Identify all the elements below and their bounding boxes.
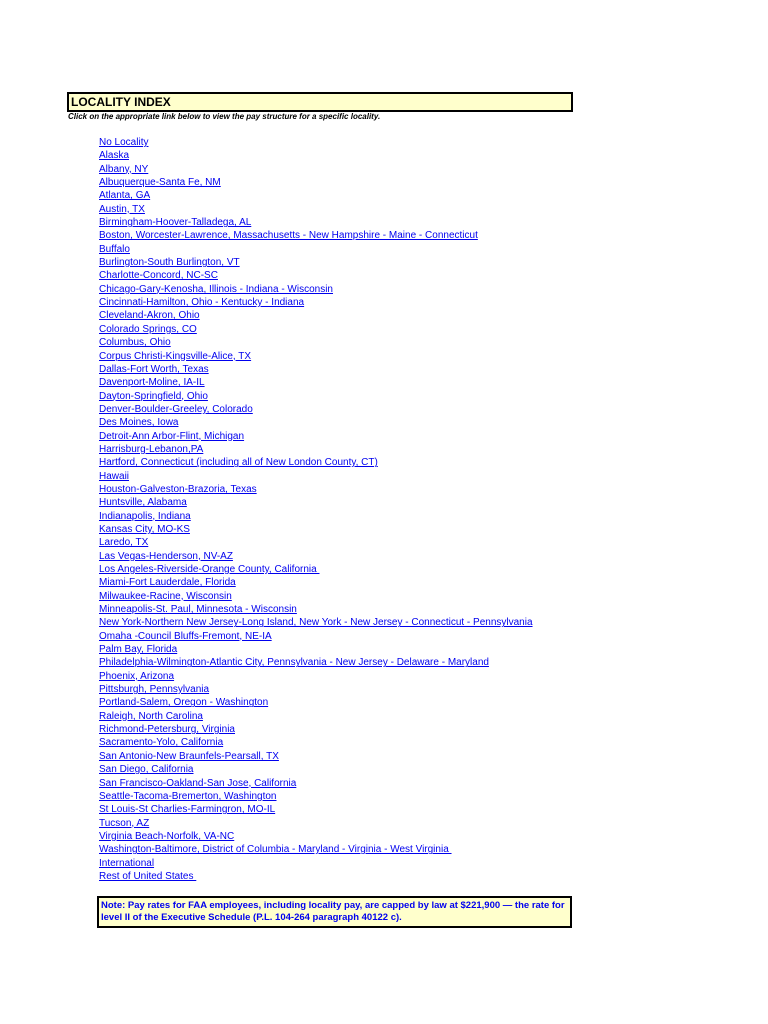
- locality-list-item: [99, 736, 533, 749]
- locality-list-item: [99, 269, 533, 282]
- locality-list-item: [99, 189, 533, 202]
- locality-list-item: [99, 630, 533, 643]
- instructions-text: Click on the appropriate link below to view the pay structure for a specific locality.: [68, 112, 381, 121]
- locality-link[interactable]: Las Vegas-Henderson, NV-AZ: [99, 550, 233, 562]
- locality-list-item: [99, 350, 533, 363]
- locality-link[interactable]: Pittsburgh, Pennsylvania: [99, 684, 210, 696]
- locality-link[interactable]: No Locality: [99, 137, 149, 148]
- locality-index-header: [67, 92, 573, 112]
- locality-link[interactable]: Denver-Boulder-Greeley, Colorado: [99, 403, 253, 415]
- locality-link[interactable]: New York-Northern New Jersey-Long Island, New York - New Jersey - Connecticut - Pennsylvania: [99, 617, 533, 629]
- locality-link[interactable]: Burlington-South Burlington, VT: [99, 257, 240, 269]
- locality-link[interactable]: Des Moines, Iowa: [99, 417, 179, 429]
- locality-link[interactable]: Sacramento-Yolo, California: [99, 737, 224, 749]
- locality-list-item: [99, 550, 533, 563]
- locality-list-item: [99, 203, 533, 216]
- locality-link[interactable]: Hawaii: [99, 470, 130, 482]
- locality-list-item: [99, 136, 533, 149]
- locality-list-item: [99, 683, 533, 696]
- locality-link[interactable]: Corpus Christi-Kingsville-Alice, TX: [99, 350, 252, 362]
- locality-link[interactable]: Milwaukee-Racine, Wisconsin: [99, 590, 232, 602]
- locality-link[interactable]: Miami-Fort Lauderdale, Florida: [99, 577, 236, 589]
- locality-link[interactable]: Charlotte-Concord, NC-SC: [99, 270, 218, 282]
- locality-list-item: [99, 149, 533, 162]
- locality-link[interactable]: San Antonio-New Braunfels-Pearsall, TX: [99, 750, 279, 762]
- locality-list-item: [99, 243, 533, 256]
- locality-list-item: [99, 523, 533, 536]
- locality-list-item: [99, 309, 533, 322]
- locality-link[interactable]: San Francisco-Oakland-San Jose, California: [99, 777, 297, 789]
- locality-link[interactable]: Hartford, Connecticut (including all of New London County, CT): [99, 457, 378, 469]
- locality-link[interactable]: Columbus, Ohio: [99, 337, 171, 349]
- locality-list-item: [99, 536, 533, 549]
- locality-list-item: [99, 616, 533, 629]
- locality-list-item: [99, 363, 533, 376]
- locality-list-item: [99, 456, 533, 469]
- locality-link[interactable]: Seattle-Tacoma-Bremerton, Washington: [99, 790, 277, 802]
- locality-list-item: [99, 430, 533, 443]
- locality-list-item: [99, 323, 533, 336]
- locality-link[interactable]: Richmond-Petersburg, Virginia: [99, 724, 235, 736]
- locality-list-item: [99, 283, 533, 296]
- locality-link[interactable]: San Diego, California: [99, 764, 194, 776]
- locality-link[interactable]: Palm Bay, Florida: [99, 644, 178, 656]
- locality-link[interactable]: Portland-Salem, Oregon - Washington: [99, 697, 269, 709]
- locality-link[interactable]: Austin, TX: [99, 203, 145, 215]
- locality-list-item: [99, 163, 533, 176]
- locality-list-item: [99, 443, 533, 456]
- locality-link[interactable]: Birmingham-Hoover-Talladega, AL: [99, 217, 252, 229]
- locality-list-item: [99, 723, 533, 736]
- locality-link[interactable]: Albuquerque-Santa Fe, NM: [99, 177, 221, 189]
- locality-link[interactable]: Boston, Worcester-Lawrence, Massachusetts - New Hampshire - Maine - Connecticut: [99, 230, 478, 242]
- locality-list-item: [99, 817, 533, 830]
- locality-link[interactable]: Laredo, TX: [99, 537, 149, 549]
- locality-link[interactable]: Raleigh, North Carolina: [99, 710, 203, 722]
- locality-list-item: [99, 643, 533, 656]
- locality-list-item: [99, 696, 533, 709]
- locality-list-item: [99, 256, 533, 269]
- locality-list-item: [99, 656, 533, 669]
- locality-link[interactable]: Detroit-Ann Arbor-Flint, Michigan: [99, 430, 245, 442]
- locality-link[interactable]: Indianapolis, Indiana: [99, 510, 191, 522]
- locality-list-item: [99, 470, 533, 483]
- locality-list-item: [99, 870, 533, 883]
- locality-list-item: [99, 403, 533, 416]
- locality-link[interactable]: Colorado Springs, CO: [99, 323, 197, 335]
- locality-list-item: [99, 176, 533, 189]
- locality-list-item: [99, 576, 533, 589]
- locality-link-list: [99, 136, 533, 883]
- locality-list-item: [99, 416, 533, 429]
- pay-cap-note: [97, 896, 572, 928]
- locality-link[interactable]: Harrisburg-Lebanon,PA: [99, 443, 204, 455]
- locality-list-item: [99, 590, 533, 603]
- locality-list-item: [99, 777, 533, 790]
- locality-link[interactable]: Atlanta, GA: [99, 190, 151, 202]
- locality-list-item: [99, 229, 533, 242]
- locality-link[interactable]: Virginia Beach-Norfolk, VA-NC: [99, 830, 235, 842]
- locality-link[interactable]: Cincinnati-Hamilton, Ohio - Kentucky - Indiana: [99, 297, 305, 309]
- locality-list-item: [99, 390, 533, 403]
- locality-link[interactable]: Albany, NY: [99, 163, 149, 175]
- locality-list-item: [99, 830, 533, 843]
- pay-cap-note-text: Note: Pay rates for FAA employees, including locality pay, are capped by law at $221,900 — the rate for level II of the Executive Schedule (P.L. 104-264 paragraph 40122 c).: [101, 900, 565, 923]
- locality-list-item: [99, 216, 533, 229]
- locality-link[interactable]: Huntsville, Alabama: [99, 497, 187, 509]
- locality-list-item: [99, 843, 533, 856]
- locality-link[interactable]: Los Angeles-Riverside-Orange County, California: [99, 564, 320, 575]
- locality-list-item: [99, 670, 533, 683]
- locality-list-item: [99, 496, 533, 509]
- locality-link[interactable]: Omaha -Council Bluffs-Fremont, NE-IA: [99, 630, 272, 642]
- locality-list-item: [99, 563, 533, 576]
- locality-list-item: [99, 296, 533, 309]
- locality-link[interactable]: Washington-Baltimore, District of Columbia - Maryland - Virginia - West Virginia: [99, 844, 452, 856]
- locality-link[interactable]: Houston-Galveston-Brazoria, Texas: [99, 483, 257, 495]
- locality-link[interactable]: Dallas-Fort Worth, Texas: [99, 363, 209, 375]
- locality-link[interactable]: St Louis-St Charlies-Farmingron, MO-IL: [99, 804, 276, 816]
- locality-list-item: [99, 483, 533, 496]
- locality-link[interactable]: Tucson, AZ: [99, 817, 150, 829]
- locality-link[interactable]: Alaska: [99, 150, 130, 162]
- locality-list-item: [99, 376, 533, 389]
- locality-link[interactable]: Phoenix, Arizona: [99, 670, 175, 682]
- locality-link[interactable]: Cleveland-Akron, Ohio: [99, 310, 200, 322]
- locality-link[interactable]: Kansas City, MO-KS: [99, 523, 190, 535]
- locality-list-item: [99, 510, 533, 523]
- locality-link[interactable]: Philadelphia-Wilmington-Atlantic City, Pennsylvania - New Jersey - Delaware - Maryland: [99, 657, 489, 669]
- locality-link[interactable]: International: [99, 857, 155, 869]
- locality-list-item: [99, 857, 533, 870]
- locality-link[interactable]: Minneapolis-St. Paul, Minnesota - Wisconsin: [99, 604, 297, 616]
- locality-link[interactable]: Davenport-Moline, IA-IL: [99, 377, 205, 389]
- locality-link[interactable]: Chicago-Gary-Kenosha, Illinois - Indiana - Wisconsin: [99, 283, 333, 295]
- page-title: LOCALITY INDEX: [71, 95, 171, 109]
- locality-link[interactable]: Dayton-Springfield, Ohio: [99, 390, 208, 402]
- locality-list-item: [99, 710, 533, 723]
- locality-link[interactable]: Buffalo: [99, 243, 130, 255]
- locality-link[interactable]: Rest of United States: [99, 870, 197, 882]
- locality-list-item: [99, 603, 533, 616]
- locality-list-item: [99, 763, 533, 776]
- locality-list-item: [99, 790, 533, 803]
- locality-list-item: [99, 336, 533, 349]
- locality-list-item: [99, 803, 533, 816]
- locality-list-item: [99, 750, 533, 763]
